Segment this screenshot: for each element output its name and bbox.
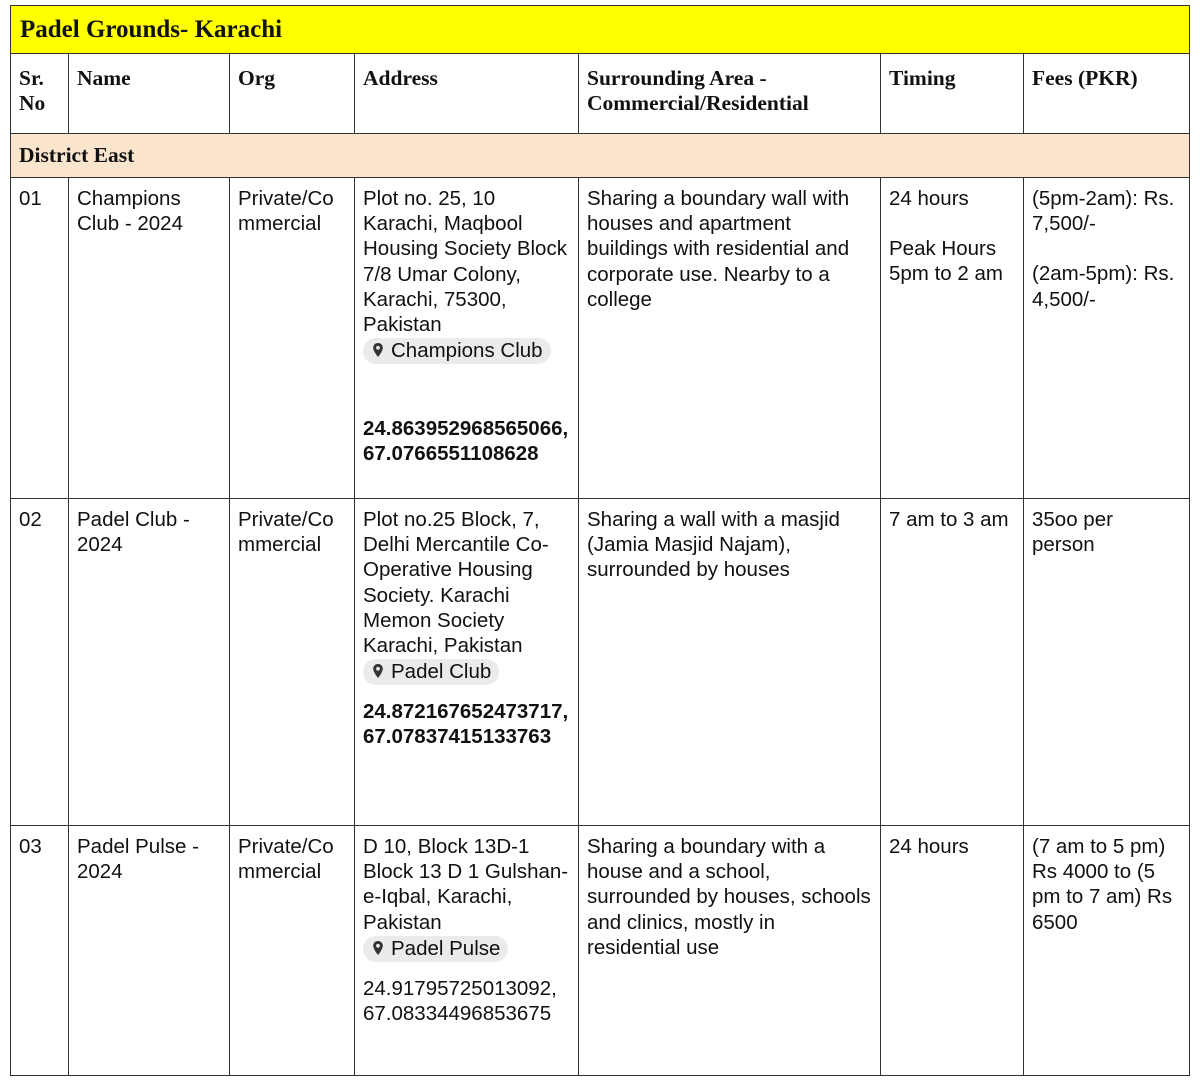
district-heading: District East (11, 134, 1190, 178)
fees-line: (7 am to 5 pm) Rs 4000 to (5 pm to 7 am) Rs 6500 (1032, 835, 1173, 934)
timing-line: Peak Hours 5pm to 2 am (889, 237, 1003, 286)
table-row (11, 826, 1190, 1076)
header-org: Org (230, 54, 355, 134)
address-text: Plot no.25 Block, 7, Delhi Mercantile Co-Operative Housing Society. Karachi Memon Society Karachi, Pakistan (363, 508, 549, 658)
coordinates-text: 24.91795725013092, 67.08334496853675 (363, 976, 557, 1026)
header-address: Address (355, 54, 579, 134)
place-chip[interactable] (363, 936, 508, 962)
padel-grounds-table (10, 5, 1190, 1076)
name-cell: Padel Club - 2024 (69, 499, 230, 826)
header-timing: Timing (881, 54, 1024, 134)
place-chip[interactable] (363, 659, 499, 685)
address-text: D 10, Block 13D-1 Block 13 D 1 Gulshan-e-Iqbal, Karachi, Pakistan (363, 835, 569, 934)
header-row (11, 54, 1190, 134)
table-row (11, 499, 1190, 826)
timing-line: 7 am to 3 am (889, 508, 1009, 531)
map-pin-icon (371, 940, 385, 956)
header-fees: Fees (PKR) (1024, 54, 1190, 134)
name-cell: Champions Club - 2024 (69, 178, 230, 499)
address-cell (355, 178, 579, 499)
place-chip[interactable] (363, 338, 551, 364)
fees-cell (1024, 826, 1190, 1076)
fees-line: (5pm-2am): Rs. 7,500/- (1032, 187, 1175, 236)
place-chip-label: Padel Pulse (391, 936, 501, 960)
address-text: Plot no. 25, 10 Karachi, Maqbool Housing Society Block 7/8 Umar Colony, Karachi, 75300, Pakistan (363, 187, 567, 337)
org-cell: Private/Commercial (230, 499, 355, 826)
table-row (11, 178, 1190, 499)
header-sr-no: Sr. No (11, 54, 69, 134)
place-chip-label: Champions Club (391, 339, 543, 363)
header-name: Name (69, 54, 230, 134)
header-surrounding-area: Surrounding Area - Commercial/Residential (579, 54, 881, 134)
fees-cell (1024, 178, 1190, 499)
sr-no-cell: 01 (11, 178, 69, 499)
org-cell: Private/Commercial (230, 178, 355, 499)
timing-cell (881, 499, 1024, 826)
fees-line: (2am-5pm): Rs. 4,500/- (1032, 262, 1175, 311)
fees-line: 35oo per person (1032, 508, 1113, 557)
address-cell (355, 499, 579, 826)
name-cell: Padel Pulse - 2024 (69, 826, 230, 1076)
timing-cell (881, 826, 1024, 1076)
fees-cell (1024, 499, 1190, 826)
coordinates-text: 24.872167652473717, 67.07837415133763 (363, 700, 569, 749)
surrounding-cell: Sharing a wall with a masjid (Jamia Masjid Najam), surrounded by houses (579, 499, 881, 826)
address-cell (355, 826, 579, 1076)
sr-no-cell: 03 (11, 826, 69, 1076)
sr-no-cell: 02 (11, 499, 69, 826)
table-title: Padel Grounds- Karachi (11, 6, 1190, 54)
map-pin-icon (371, 342, 385, 358)
surrounding-cell: Sharing a boundary with a house and a school, surrounded by houses, schools and clinics, mostly in residential use (579, 826, 881, 1076)
coordinates-text: 24.863952968565066, 67.0766551108628 (363, 417, 569, 466)
org-cell: Private/Commercial (230, 826, 355, 1076)
timing-line: 24 hours (889, 835, 969, 858)
map-pin-icon (371, 663, 385, 679)
surrounding-cell: Sharing a boundary wall with houses and apartment buildings with residential and corporate use. Nearby to a college (579, 178, 881, 499)
timing-line: 24 hours (889, 187, 969, 210)
place-chip-label: Padel Club (391, 660, 492, 684)
timing-cell (881, 178, 1024, 499)
